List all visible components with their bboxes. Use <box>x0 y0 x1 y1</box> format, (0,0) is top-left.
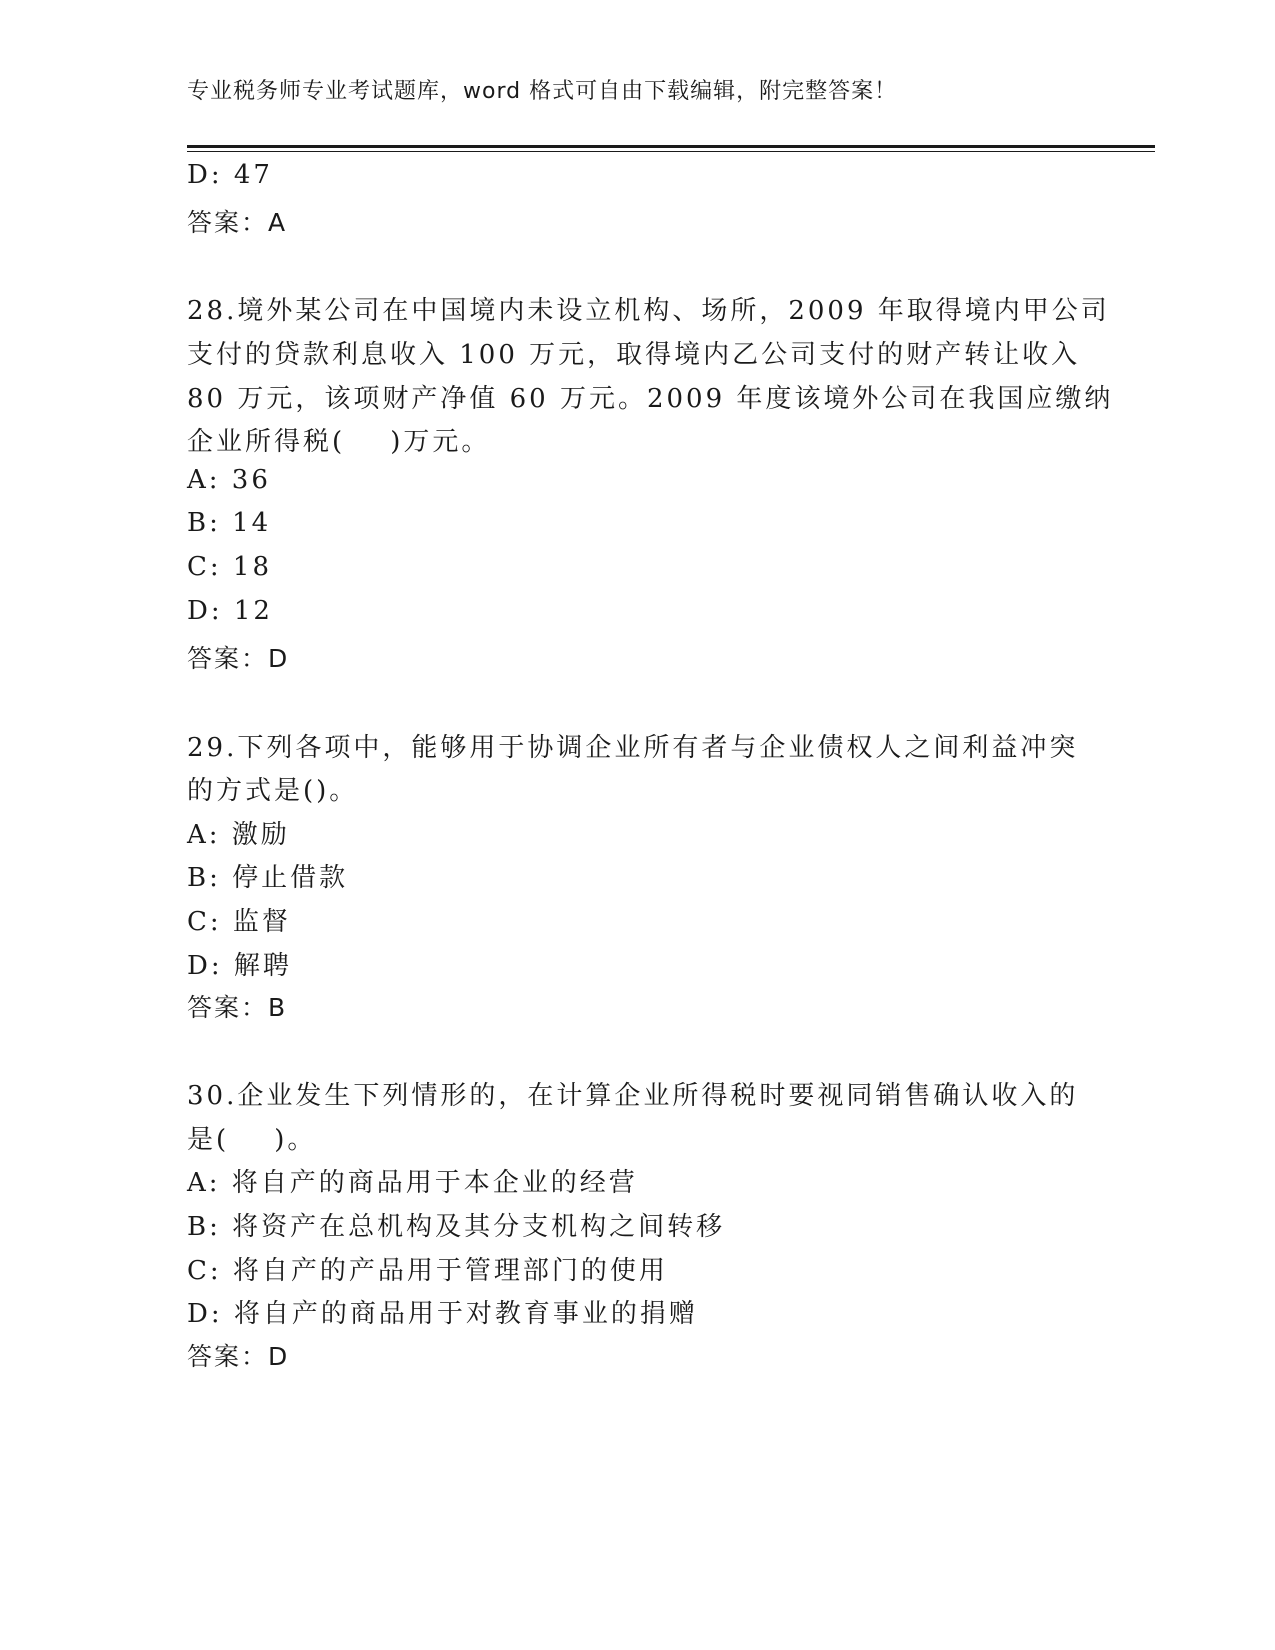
q28-option-b: B: 14 <box>187 508 272 538</box>
q28-option-c: C: 18 <box>187 552 273 582</box>
prev-answer: 答案：A <box>187 208 288 237</box>
q30-stem-line: 30.企业发生下列情形的，在计算企业所得税时要视同销售确认收入的 <box>187 1081 1079 1111</box>
q30-option-a: A: 将自产的商品用于本企业的经营 <box>187 1168 638 1198</box>
q28-stem-line: 支付的贷款利息收入 100 万元，取得境内乙公司支付的财产转让收入 <box>187 340 1081 370</box>
q29-option-d: D: 解聘 <box>187 951 292 981</box>
q29-stem-line: 的方式是()。 <box>187 776 359 806</box>
q28-stem-line: 28.境外某公司在中国境内未设立机构、场所，2009 年取得境内甲公司 <box>187 296 1110 326</box>
header-rule-thin <box>187 151 1155 152</box>
q30-option-d: D: 将自产的商品用于对教育事业的捐赠 <box>187 1299 698 1329</box>
page-header: 专业税务师专业考试题库，word 格式可自由下载编辑，附完整答案！ <box>187 79 898 104</box>
q29-answer: 答案：B <box>187 993 288 1022</box>
q28-stem-line: 企业所得税( )万元。 <box>187 427 491 457</box>
q29-option-c: C: 监督 <box>187 907 291 937</box>
q28-option-a: A: 36 <box>187 465 271 495</box>
prev-option-d: D: 47 <box>187 160 273 190</box>
q28-answer: 答案：D <box>187 644 290 673</box>
q30-answer: 答案：D <box>187 1342 290 1371</box>
q29-option-a: A: 激励 <box>187 820 290 850</box>
q30-option-c: C: 将自产的产品用于管理部门的使用 <box>187 1256 668 1286</box>
q30-option-b: B: 将资产在总机构及其分支机构之间转移 <box>187 1212 726 1242</box>
q29-option-b: B: 停止借款 <box>187 863 349 893</box>
q28-option-d: D: 12 <box>187 596 273 626</box>
q28-stem-line: 80 万元，该项财产净值 60 万元。2009 年度该境外公司在我国应缴纳 <box>187 384 1114 414</box>
q30-stem-line: 是( )。 <box>187 1125 317 1155</box>
q29-stem-line: 29.下列各项中，能够用于协调企业所有者与企业债权人之间利益冲突 <box>187 733 1079 763</box>
header-rule-thick <box>187 145 1155 148</box>
